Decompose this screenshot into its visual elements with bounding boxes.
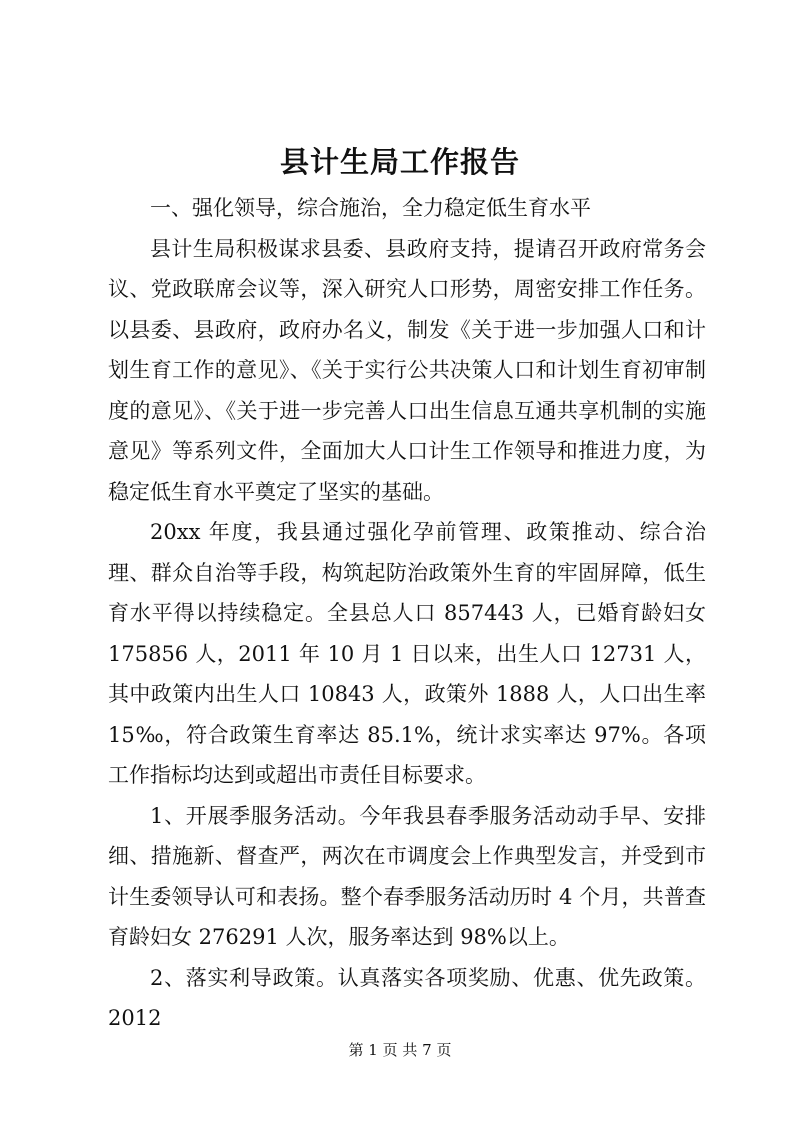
paragraph: 2、落实利导政策。认真落实各项奖励、优惠、优先政策。2012 [108,965,706,1030]
section-heading: 一、强化领导，综合施治，全力稳定低生育水平 [150,196,591,220]
paragraph: 20xx 年度，我县通过强化孕前管理、政策推动、综合治理、群众自治等手段，构筑起防治政策外生育的牢固屏障，低生育水平得以持续稳定。全县总人口 857443 人，已婚育龄妇女 175856 人，2011 年 10 月 1 日以来，出生人口 12731 人，其中政策内出生人口 10843 人，政策外 1888 人，人口出生率 15‰，符合政策生育率达 85.1%，统计求实率达 97%。各项工作指标均达到或超出市责任目标要求。 [108,520,706,787]
paragraph: 1、开展季服务活动。今年我县春季服务活动动手早、安排细、措施新、督查严，两次在市调度会上作典型发言，并受到市计生委领导认可和表扬。整个春季服务活动历时 4 个月，共普查育龄妇女 276291 人次，服务率达到 98%以上。 [108,803,706,949]
document-body [108,188,706,1039]
paragraph: 县计生局积极谋求县委、县政府支持，提请召开政府常务会议、党政联席会议等，深入研究人口形势，周密安排工作任务。以县委、县政府，政府办名义，制发《关于进一步加强人口和计划生育工作的意见》、《关于实行公共决策人口和计划生育初审制度的意见》、《关于进一步完善人口出生信息互通共享机制的实施意见》等系列文件，全面加大人口计生工作领导和推进力度，为稳定低生育水平奠定了坚实的基础。 [108,236,706,504]
page-footer: 第 1 页 共 7 页 [348,1041,452,1059]
document-title: 县计生局工作报告 [279,145,520,179]
